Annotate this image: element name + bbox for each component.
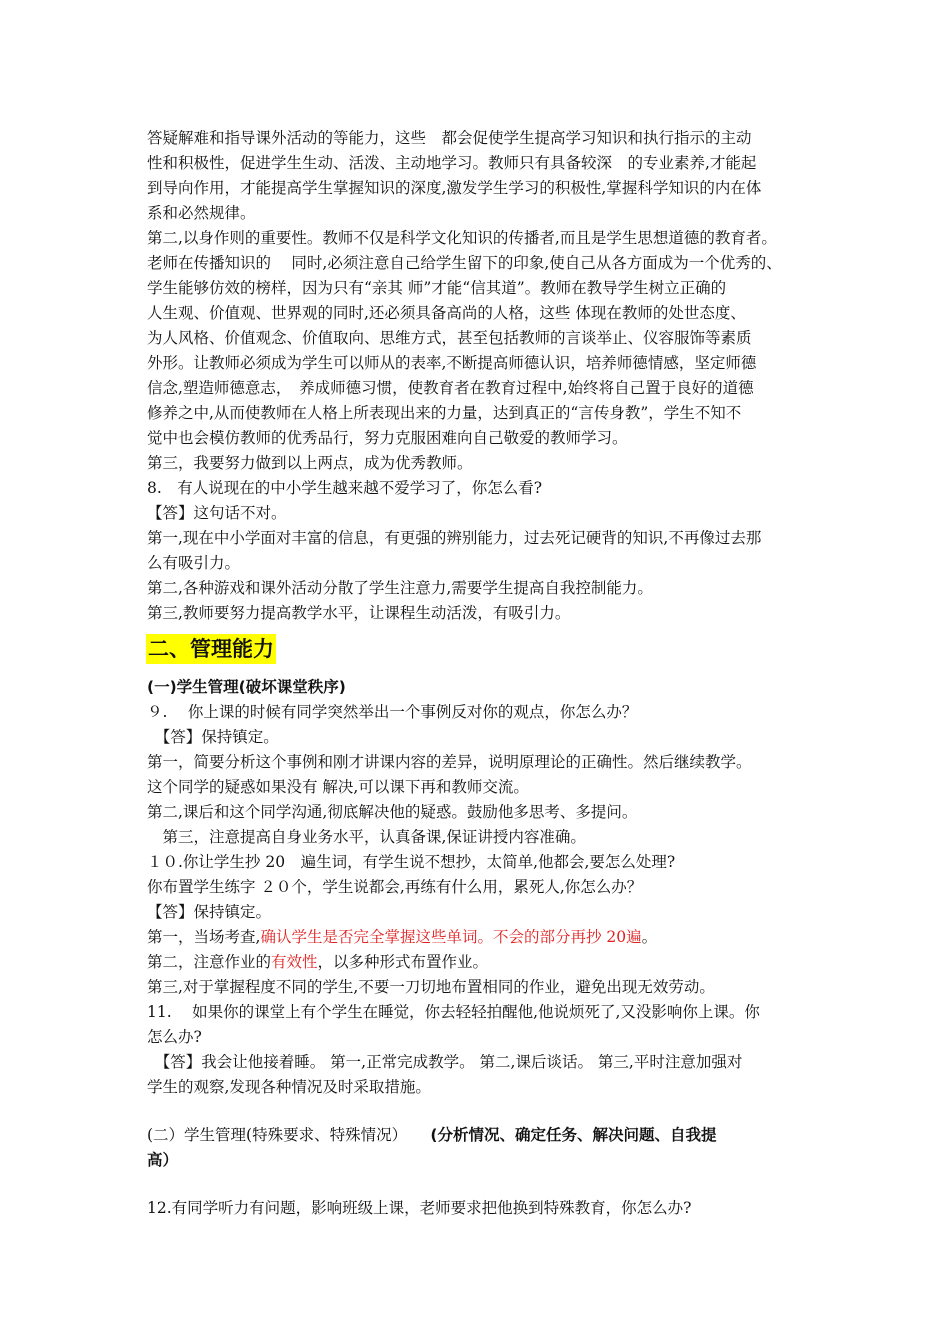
question-11: 11. 如果你的课堂上有个学生在睡觉，你去轻轻拍醒他,他说烦死了,又没影响你上课。你 (147, 1003, 760, 1021)
paragraph-line: 第二,课后和这个同学沟通,彻底解决他的疑惑。鼓励他多思考、多提问。 (147, 803, 638, 821)
answer-line: 【答】保持镇定。 (147, 903, 272, 921)
subheading-student-management: (一)学生管理(破坏课堂秩序) (147, 678, 346, 696)
paragraph-line: 系和必然规律。 (147, 204, 256, 222)
answer-line: 【答】保持镇定。 (147, 728, 279, 746)
paragraph-line: 修养之中,从而使教师在人格上所表现出来的力量，达到真正的“言传身教”，学生不知不 (147, 404, 742, 422)
answer-line: 【答】这句话不对。 (147, 504, 287, 522)
paragraph-line: 人生观、价值观、世界观的同时,还必须具备高尚的人格，这些 体现在教师的处世态度、 (147, 304, 746, 322)
subheading-prefix: (二）学生管理(特殊要求、特殊情况） (147, 1126, 431, 1144)
paragraph-line: 性和积极性，促进学生生动、活泼、主动地学习。教师只有具备较深 的专业素养,才能起 (147, 154, 757, 172)
paragraph-line: 老师在传播知识的 同时,必须注意自己给学生留下的印象,使自己从各方面成为一个优秀的、 (147, 254, 782, 272)
question-10-alt: 你布置学生练字 ２０个，学生说都会,再练有什么用，累死人,你怎么办？ (147, 878, 643, 896)
subheading-bold: (分析情况、确定任务、解决问题、自我提 (430, 1126, 717, 1144)
question-10: １０.你让学生抄 20 遍生词，有学生说不想抄，太简单,他都会,要怎么处理? (147, 853, 676, 871)
red-emphasis-text: 确认学生是否完全掌握这些单词。不会的部分再抄 20遍 (260, 928, 642, 946)
subheading-special-cases (147, 1124, 716, 1146)
question-9: ９. 你上课的时候有同学突然举出一个事例反对你的观点，你怎么办？ (147, 703, 638, 721)
line-prefix: 第二，注意作业的 (147, 953, 272, 971)
line-prefix: 第一，当场考查, (147, 928, 261, 946)
paragraph-line-highlighted (147, 951, 488, 973)
section-heading-management: 二、管理能力 (146, 634, 276, 664)
paragraph-line: 第一，简要分析这个事例和刚才讲课内容的差异，说明原理论的正确性。然后继续教学。 (147, 753, 752, 771)
paragraph-line: 信念,塑造师德意志， 养成师德习惯，使教育者在教育过程中,始终将自己置于良好的道德 (147, 379, 754, 397)
paragraph-line: 第三,教师要努力提高教学水平，让课程生动活泼，有吸引力。 (147, 604, 571, 622)
paragraph-line: 第二,以身作则的重要性。教师不仅是科学文化知识的传播者,而且是学生思想道德的教育者。 (147, 229, 777, 247)
paragraph-line: 学生能够仿效的榜样，因为只有“亲其 师”才能“信其道”。教师在教导学生树立正确的 (147, 279, 727, 297)
paragraph-line: 第三,对于掌握程度不同的学生,不要一刀切地布置相同的作业，避免出现无效劳动。 (147, 978, 715, 996)
paragraph-line: 答疑解难和指导课外活动的等能力，这些 都会促使学生提高学习知识和执行指示的主动 (147, 129, 752, 147)
line-suffix: ，以多种形式布置作业。 (317, 953, 489, 971)
paragraph-line-highlighted (147, 926, 657, 948)
paragraph-line: 第三，我要努力做到以上两点，成为优秀教师。 (147, 454, 473, 472)
paragraph-line: 第一,现在中小学面对丰富的信息，有更强的辨别能力，过去死记硬背的知识,不再像过去那 (147, 529, 762, 547)
paragraph-line: 这个同学的疑惑如果没有 解决,可以课下再和教师交流。 (147, 778, 529, 796)
paragraph-line: 第二,各种游戏和课外活动分散了学生注意力,需要学生提高自我控制能力。 (147, 579, 653, 597)
paragraph-line: 第三，注意提高自身业务水平，认真备课,保证讲授内容准确。 (147, 828, 586, 846)
question-12: 12.有同学听力有问题，影响班级上课，老师要求把他换到特殊教育，你怎么办? (147, 1199, 692, 1217)
paragraph-line: 到导向作用，才能提高学生掌握知识的深度,激发学生学习的积极性,掌握科学知识的内在体 (147, 179, 762, 197)
paragraph-line: 外形。让教师必须成为学生可以师从的表率,不断提高师德认识，培养师德情感，坚定师德 (147, 354, 757, 372)
paragraph-line: 么有吸引力。 (147, 554, 241, 572)
line-suffix: 。 (641, 928, 658, 946)
subheading-bold-continued: 高） (147, 1151, 179, 1169)
question-8: 8. 有人说现在的中小学生越来越不爱学习了，你怎么看? (147, 479, 543, 497)
paragraph-line: 怎么办? (147, 1028, 202, 1046)
paragraph-line: 学生的观察,发现各种情况及时采取措施。 (147, 1078, 431, 1096)
red-emphasis-text: 有效性 (271, 953, 318, 971)
paragraph-line: 为人风格、价值观念、价值取向、思维方式，甚至包括教师的言谈举止、仪容服饰等素质 (147, 329, 752, 347)
answer-line: 【答】我会让他接着睡。 第一,正常完成教学。 第二,课后谈话。 第三,平时注意加强对 (147, 1053, 743, 1071)
paragraph-line: 觉中也会模仿教师的优秀品行，努力克服困难向自己敬爱的教师学习。 (147, 429, 628, 447)
